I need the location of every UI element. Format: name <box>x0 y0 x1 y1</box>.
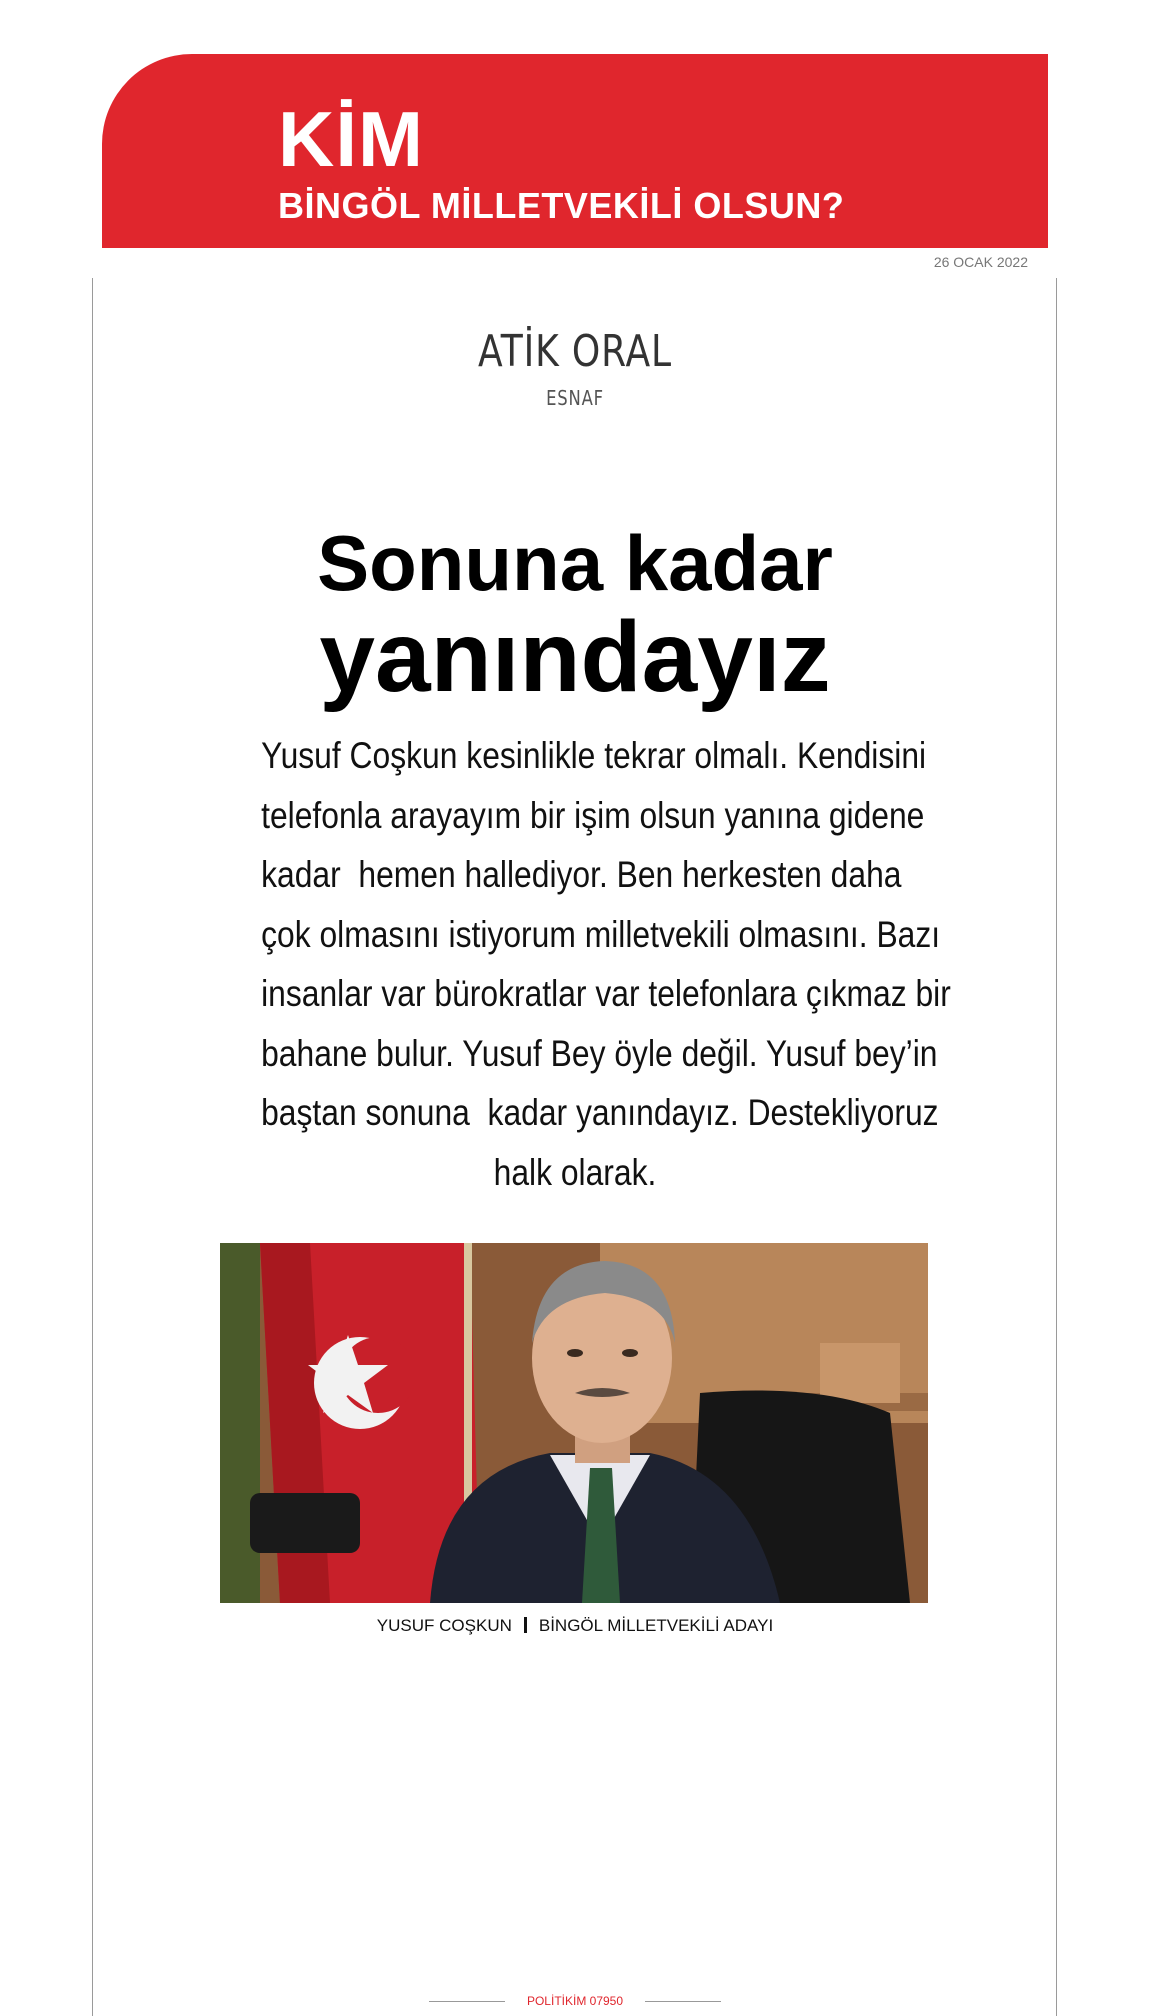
body-line: telefonla arayayım bir işim olsun yanına gidene <box>261 794 925 836</box>
body-line: çok olmasını istiyorum milletvekili olmasını. Bazı <box>261 913 941 955</box>
caption-title: BİNGÖL MİLLETVEKİLİ ADAYI <box>538 1616 774 1635</box>
banner-title: KİM <box>278 95 424 183</box>
author-name: ATİK ORAL <box>478 326 672 377</box>
body-line: kadar hemen hallediyor. Ben herkesten daha <box>261 854 902 895</box>
photo-caption <box>0 1616 1150 1636</box>
caption-separator <box>524 1617 527 1633</box>
candidate-photo-illustration <box>220 1243 928 1603</box>
publish-date: 26 OCAK 2022 <box>933 254 1028 270</box>
article-body <box>210 726 951 1202</box>
footer-rule-right <box>645 2001 721 2002</box>
body-line: insanlar var bürokratlar var telefonlara çıkmaz bir <box>261 973 951 1014</box>
caption-name: YUSUF COŞKUN <box>376 1616 512 1635</box>
headline-line-1: Sonuna kadar <box>317 519 833 607</box>
headline-line-2: yanındayız <box>319 601 831 713</box>
banner-subtitle: BİNGÖL MİLLETVEKİLİ OLSUN? <box>278 185 845 226</box>
body-line: Yusuf Coşkun kesinlikle tekrar olmalı. Kendisini <box>261 735 927 776</box>
body-line: baştan sonuna kadar yanındayız. Destekliyoruz <box>261 1092 939 1133</box>
footer-rule-left <box>429 2001 505 2002</box>
page-footer <box>0 1994 1150 2008</box>
footer-text: POLİTİKİM 07950 <box>526 1994 624 2008</box>
body-line: bahane bulur. Yusuf Bey öyle değil. Yusuf bey’in <box>261 1032 938 1074</box>
author-role: ESNAF <box>546 386 604 410</box>
body-line: halk olarak. <box>493 1151 657 1193</box>
candidate-photo <box>220 1243 928 1603</box>
